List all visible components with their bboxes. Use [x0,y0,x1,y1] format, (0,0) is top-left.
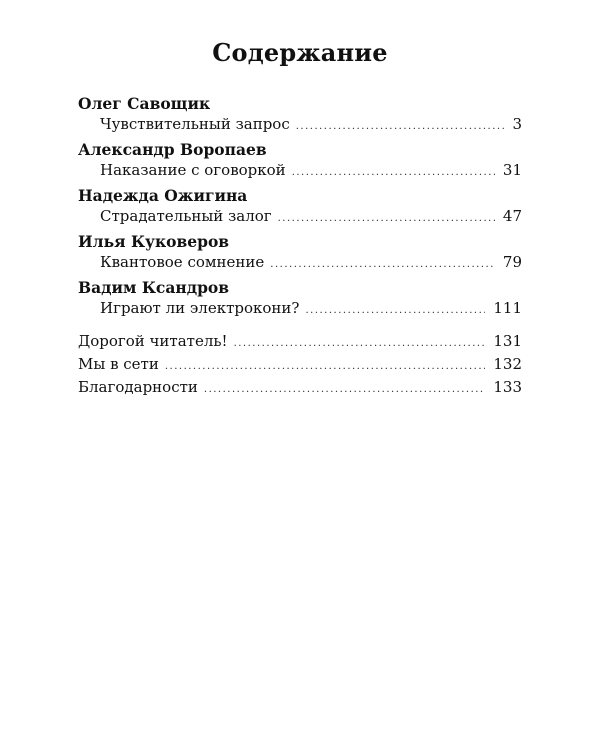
dot-leader [292,163,495,183]
story-title: Играют ли электрокони? [100,299,300,317]
page-number: 79 [502,253,522,271]
page-title: Содержание [212,38,388,67]
story-title: Чувствительный запрос [100,115,290,133]
story-title: Наказание с оговоркой [100,161,286,179]
dot-leader [296,117,505,137]
author-name: Вадим Ксандров [78,278,230,297]
author-name: Александр Воропаев [78,140,267,159]
page-number: 3 [512,115,522,133]
page-number: 31 [502,161,522,179]
page-number: 47 [502,207,522,225]
story-title: Квантовое сомнение [100,253,265,271]
dot-leader [278,209,495,229]
author-name: Илья Куковеров [78,232,230,251]
extra-title: Мы в сети [78,355,159,373]
author-name: Надежда Ожигина [78,186,248,205]
page-number: 131 [493,332,522,350]
page-number: 111 [493,299,522,317]
toc-entry [78,160,522,183]
table-of-contents [78,94,522,400]
dot-leader [234,334,486,354]
toc-entry [78,377,522,400]
toc-entry [78,331,522,354]
story-title: Страдательный залог [100,207,272,225]
toc-entry [78,298,522,321]
dot-leader [204,380,485,400]
toc-entry [78,114,522,137]
dot-leader [270,255,495,275]
section-gap [78,321,522,331]
extra-title: Благодарности [78,378,198,396]
toc-entry [78,354,522,377]
page-number: 133 [493,378,522,396]
dot-leader [165,357,486,377]
page-number: 132 [493,355,522,373]
toc-entry [78,206,522,229]
dot-leader [305,301,485,321]
toc-entry [78,252,522,275]
extra-title: Дорогой читатель! [78,332,228,350]
author-name: Олег Савощик [78,94,211,113]
